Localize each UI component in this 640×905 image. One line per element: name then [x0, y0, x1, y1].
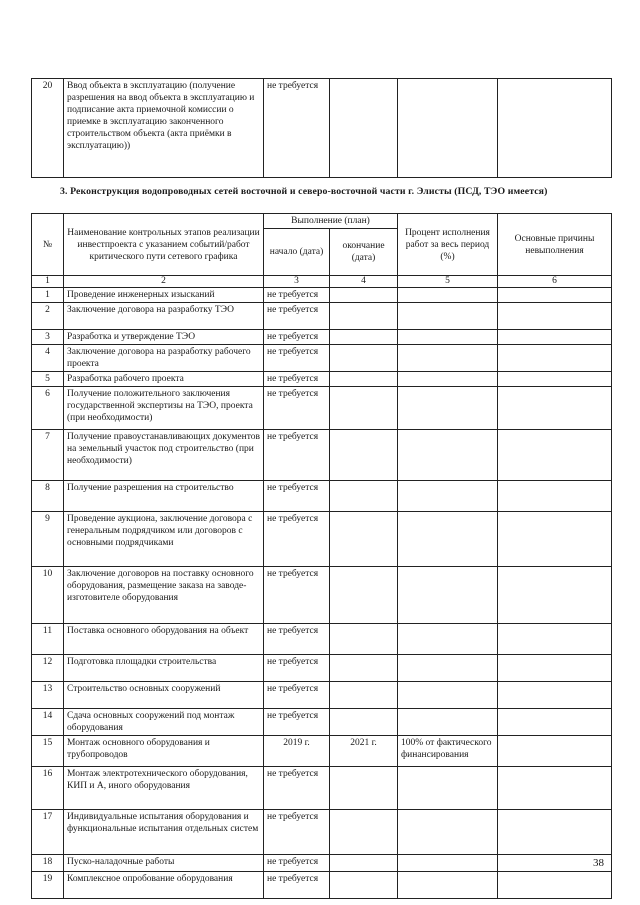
- completion-percent: [398, 709, 498, 736]
- row-number: 11: [32, 624, 64, 655]
- end-date: [330, 330, 398, 345]
- end-date: [330, 855, 398, 872]
- failure-reasons: [498, 481, 612, 512]
- completion-percent: [398, 372, 498, 387]
- table-header: [32, 214, 612, 229]
- row-number: 12: [32, 655, 64, 682]
- column-number: 4: [330, 276, 398, 288]
- failure-reasons: [498, 567, 612, 624]
- row-number: 10: [32, 567, 64, 624]
- failure-reasons: [498, 709, 612, 736]
- column-number: 1: [32, 276, 64, 288]
- completion-percent: [398, 430, 498, 481]
- table-row: [32, 387, 612, 430]
- failure-reasons: [498, 345, 612, 372]
- stage-name: Проведение аукциона, заключение договора с генеральным подрядчиком или договоров с основными подрядчиками: [64, 512, 264, 567]
- completion-percent: [398, 330, 498, 345]
- completion-percent: 100% от фактического финансирования: [398, 736, 498, 767]
- failure-reasons: [498, 288, 612, 303]
- table-row: [32, 481, 612, 512]
- end-date: [330, 655, 398, 682]
- completion-percent: [398, 303, 498, 330]
- row-number: 19: [32, 872, 64, 899]
- start-date: не требуется: [264, 512, 330, 567]
- table-row: [32, 736, 612, 767]
- stage-name: Строительство основных сооружений: [64, 682, 264, 709]
- end-date: [330, 481, 398, 512]
- table-row: [32, 288, 612, 303]
- stage-name: Заключение договора на разработку ТЭО: [64, 303, 264, 330]
- column-numbers-row: [32, 276, 612, 288]
- row-number: 2: [32, 303, 64, 330]
- start-date: не требуется: [264, 79, 330, 178]
- completion-percent: [398, 512, 498, 567]
- stage-name: Монтаж основного оборудования и трубопроводов: [64, 736, 264, 767]
- end-date: [330, 345, 398, 372]
- end-date: [330, 303, 398, 330]
- row-number: 14: [32, 709, 64, 736]
- stage-name: Разработка рабочего проекта: [64, 372, 264, 387]
- start-date: не требуется: [264, 767, 330, 810]
- start-date: не требуется: [264, 387, 330, 430]
- stage-name: Получение положительного заключения государственной экспертизы на ТЭО, проекта (при необходимости): [64, 387, 264, 430]
- header-execution: Выполнение (план): [264, 214, 398, 229]
- stage-name: Получение правоустанавливающих документов на земельный участок под строительство (при необходимости): [64, 430, 264, 481]
- table-row: [32, 709, 612, 736]
- row-number: 17: [32, 810, 64, 855]
- table-row: [32, 345, 612, 372]
- end-date: [330, 567, 398, 624]
- stage-name: Заключение договора на разработку рабочего проекта: [64, 345, 264, 372]
- start-date: не требуется: [264, 709, 330, 736]
- completion-percent: [398, 624, 498, 655]
- stage-name: Проведение инженерных изысканий: [64, 288, 264, 303]
- stage-name: Разработка и утверждение ТЭО: [64, 330, 264, 345]
- stage-name: Комплексное опробование оборудования: [64, 872, 264, 899]
- completion-percent: [398, 872, 498, 899]
- completion-percent: [398, 481, 498, 512]
- column-number: 6: [498, 276, 612, 288]
- failure-reasons: [498, 387, 612, 430]
- table-row: [32, 303, 612, 330]
- failure-reasons: [498, 736, 612, 767]
- row-number: 20: [32, 79, 64, 178]
- completion-percent: [398, 855, 498, 872]
- start-date: не требуется: [264, 655, 330, 682]
- completion-percent: [398, 345, 498, 372]
- end-date: [330, 767, 398, 810]
- table-row: [32, 567, 612, 624]
- completion-percent: [398, 655, 498, 682]
- stage-name: Монтаж электротехнического оборудования, КИП и А, иного оборудования: [64, 767, 264, 810]
- header-name: Наименование контрольных этапов реализации инвестпроекта с указанием событий/работ критического пути сетевого графика: [64, 214, 264, 276]
- failure-reasons: [498, 430, 612, 481]
- end-date: [330, 512, 398, 567]
- completion-percent: [398, 682, 498, 709]
- column-number: 3: [264, 276, 330, 288]
- failure-reasons: [498, 330, 612, 345]
- failure-reasons: [498, 872, 612, 899]
- end-date: [330, 372, 398, 387]
- row-number: 9: [32, 512, 64, 567]
- start-date: не требуется: [264, 430, 330, 481]
- completion-percent: [398, 567, 498, 624]
- failure-reasons: [498, 624, 612, 655]
- end-date: [330, 430, 398, 481]
- stage-name: Подготовка площадки строительства: [64, 655, 264, 682]
- table-row: [32, 767, 612, 810]
- table-row: [32, 430, 612, 481]
- start-date: не требуется: [264, 288, 330, 303]
- row-number: 8: [32, 481, 64, 512]
- completion-percent: [398, 387, 498, 430]
- header-num: №: [32, 214, 64, 276]
- table-row: [32, 512, 612, 567]
- row-number: 3: [32, 330, 64, 345]
- start-date: не требуется: [264, 303, 330, 330]
- table-row: [32, 79, 612, 178]
- table-row: [32, 872, 612, 899]
- failure-reasons: [498, 810, 612, 855]
- header-start: начало (дата): [264, 229, 330, 276]
- control-stages-table: [31, 213, 612, 899]
- table-row: [32, 810, 612, 855]
- completion-percent: [398, 810, 498, 855]
- start-date: 2019 г.: [264, 736, 330, 767]
- row-number: 13: [32, 682, 64, 709]
- stage-name: Поставка основного оборудования на объект: [64, 624, 264, 655]
- failure-reasons: [498, 767, 612, 810]
- stage-name: Ввод объекта в эксплуатацию (получение разрешения на ввод объекта в эксплуатацию и подписание акта приемочной комиссии о приемке в эксплуатацию законченного строительством объекта (акта приёмки в эксплуатацию)): [64, 79, 264, 178]
- table-row: [32, 372, 612, 387]
- header-percent: Процент исполнения работ за весь период (%): [398, 214, 498, 276]
- end-date: [330, 709, 398, 736]
- previous-section-table: [31, 78, 612, 178]
- end-date: [330, 810, 398, 855]
- row-number: 6: [32, 387, 64, 430]
- failure-reasons: [498, 682, 612, 709]
- end-date: [330, 288, 398, 303]
- start-date: не требуется: [264, 481, 330, 512]
- start-date: не требуется: [264, 567, 330, 624]
- stage-name: Заключение договоров на поставку основного оборудования, размещение заказа на заводе-изготовителе оборудования: [64, 567, 264, 624]
- section-title: 3. Реконструкция водопроводных сетей восточной и северо-восточной части г. Элисты (ПСД, ТЭО имеется): [60, 186, 548, 197]
- end-date: 2021 г.: [330, 736, 398, 767]
- table-row: [32, 855, 612, 872]
- page-number: 38: [593, 857, 604, 869]
- start-date: не требуется: [264, 345, 330, 372]
- start-date: не требуется: [264, 810, 330, 855]
- table-row: [32, 682, 612, 709]
- row-number: 16: [32, 767, 64, 810]
- stage-name: Индивидуальные испытания оборудования и функциональные испытания отдельных систем: [64, 810, 264, 855]
- end-date: [330, 387, 398, 430]
- end-date: [330, 682, 398, 709]
- stage-name: Пуско-наладочные работы: [64, 855, 264, 872]
- table-row: [32, 655, 612, 682]
- column-number: 5: [398, 276, 498, 288]
- row-number: 15: [32, 736, 64, 767]
- failure-reasons: [498, 512, 612, 567]
- table-row: [32, 330, 612, 345]
- row-number: 1: [32, 288, 64, 303]
- header-end: окончание (дата): [330, 229, 398, 276]
- row-number: 4: [32, 345, 64, 372]
- start-date: не требуется: [264, 855, 330, 872]
- failure-reasons: [498, 372, 612, 387]
- row-number: 18: [32, 855, 64, 872]
- start-date: не требуется: [264, 372, 330, 387]
- completion-percent: [398, 767, 498, 810]
- end-date: [330, 872, 398, 899]
- start-date: не требуется: [264, 330, 330, 345]
- failure-reasons: [498, 655, 612, 682]
- row-number: 5: [32, 372, 64, 387]
- start-date: не требуется: [264, 872, 330, 899]
- completion-percent: [398, 288, 498, 303]
- table-body: [32, 288, 612, 899]
- start-date: не требуется: [264, 624, 330, 655]
- table-row: [32, 624, 612, 655]
- column-number: 2: [64, 276, 264, 288]
- failure-reasons: [498, 303, 612, 330]
- header-reasons: Основные причины невыполнения: [498, 214, 612, 276]
- stage-name: Получение разрешения на строительство: [64, 481, 264, 512]
- stage-name: Сдача основных сооружений под монтаж оборудования: [64, 709, 264, 736]
- end-date: [330, 624, 398, 655]
- start-date: не требуется: [264, 682, 330, 709]
- row-number: 7: [32, 430, 64, 481]
